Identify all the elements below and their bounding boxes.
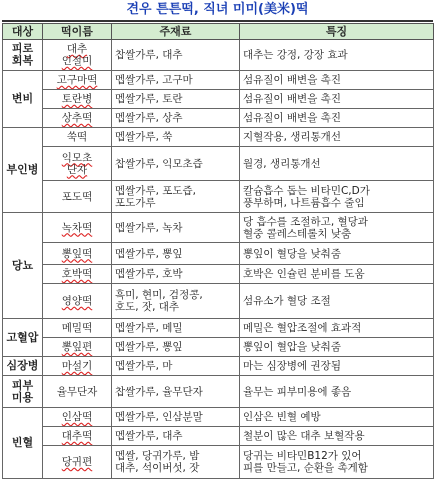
header-target: 대상 — [3, 24, 43, 40]
cake-name: 고구마떡 — [43, 71, 112, 90]
table-row — [3, 181, 434, 213]
feature: 섬유질이 배변을 촉진 — [240, 71, 434, 90]
main-ingredient: 멥쌀가루, 메밀 — [112, 319, 240, 338]
main-ingredient: 멥쌀가루, 인삼분말 — [112, 408, 240, 427]
feature: 당 흡수를 조절하고, 혈당과 혈중 콜레스테롤치 낮춤 — [240, 213, 434, 243]
feature: 월경, 생리통개선 — [240, 147, 434, 181]
cake-name: 당귀편 — [43, 446, 112, 479]
main-ingredient: 찹쌀가루, 익모초즙 — [112, 147, 240, 181]
feature: 칼슘흡수 돕는 비타민C,D가 풍부하며, 나트륨흡수 줄임 — [240, 181, 434, 213]
cake-name: 메밀떡 — [43, 319, 112, 338]
cake-name: 마설기 — [43, 357, 112, 376]
table-row — [3, 109, 434, 128]
main-ingredient: 멥쌀가루, 상추 — [112, 109, 240, 128]
main-ingredient: 멥쌀가루, 대추 — [112, 427, 240, 446]
feature: 율무는 피부미용에 좋음 — [240, 376, 434, 408]
category-anemia: 빈혈 — [3, 408, 43, 479]
table-row — [3, 357, 434, 376]
main-ingredient: 흑미, 현미, 검정콩, 호도, 잣, 대추 — [112, 284, 240, 319]
category-constipation: 변비 — [3, 71, 43, 128]
category-womens-disease: 부인병 — [3, 128, 43, 213]
main-ingredient: 멥쌀, 당귀가루, 밤 대추, 석이버섯, 잣 — [112, 446, 240, 479]
main-ingredient: 찹쌀가루, 대추 — [112, 40, 240, 71]
cake-name: 상추떡 — [43, 109, 112, 128]
cake-name: 대추 인절미 — [43, 40, 112, 71]
cake-name: 토란병 — [43, 90, 112, 109]
table-header-row — [3, 24, 434, 40]
main-ingredient: 멥쌀가루, 뽕잎 — [112, 243, 240, 265]
header-main-ingredient: 주재료 — [112, 24, 240, 40]
table-row — [3, 128, 434, 147]
category-diabetes: 당뇨 — [3, 213, 43, 319]
cake-name: 대추떡 — [43, 427, 112, 446]
table-row — [3, 408, 434, 427]
table-row — [3, 243, 434, 265]
header-feature: 특징 — [240, 24, 434, 40]
table-row — [3, 284, 434, 319]
cake-name: 익모초 단자 — [43, 147, 112, 181]
table-row — [3, 427, 434, 446]
main-ingredient: 멥쌀가루, 쑥 — [112, 128, 240, 147]
table-row — [3, 90, 434, 109]
table-row — [3, 265, 434, 284]
main-ingredient: 멥쌀가루, 토란 — [112, 90, 240, 109]
cake-name: 포도떡 — [43, 181, 112, 213]
table-row — [3, 71, 434, 90]
main-ingredient: 멥쌀가루, 뽕잎 — [112, 338, 240, 357]
category-hypertension: 고혈압 — [3, 319, 43, 357]
feature: 마는 심장병에 권장됨 — [240, 357, 434, 376]
main-ingredient: 멥쌀가루, 호박 — [112, 265, 240, 284]
table-row — [3, 319, 434, 338]
table-row — [3, 147, 434, 181]
main-ingredient: 멥쌀가루, 녹차 — [112, 213, 240, 243]
category-heart-disease: 심장병 — [3, 357, 43, 376]
main-ingredient: 찹쌀가루, 율무단자 — [112, 376, 240, 408]
feature: 뽕잎이 혈압을 낮춰줌 — [240, 338, 434, 357]
category-skin-beauty: 피부 미용 — [3, 376, 43, 408]
rice-cake-table — [2, 23, 434, 479]
feature: 대추는 강정, 강장 효과 — [240, 40, 434, 71]
feature: 메밀은 혈압조절에 효과적 — [240, 319, 434, 338]
feature: 섬유질이 배변을 촉진 — [240, 109, 434, 128]
feature: 섬유소가 혈당 조절 — [240, 284, 434, 319]
cake-name: 율무단자 — [43, 376, 112, 408]
cake-name: 뽕잎편 — [43, 338, 112, 357]
table-row — [3, 338, 434, 357]
feature: 인삼은 빈혈 예방 — [240, 408, 434, 427]
cake-name: 호박떡 — [43, 265, 112, 284]
cake-name: 녹차떡 — [43, 213, 112, 243]
cake-name: 뽕잎떡 — [43, 243, 112, 265]
feature: 철분이 많은 대추 보혈작용 — [240, 427, 434, 446]
feature: 당귀는 비타민B12가 있어 피를 만들고, 순환을 촉게함 — [240, 446, 434, 479]
feature: 뽕잎이 혈당을 낮춰줌 — [240, 243, 434, 265]
feature: 섬유질이 배변을 촉진 — [240, 90, 434, 109]
main-ingredient: 멥쌀가루, 포도즙, 포도가루 — [112, 181, 240, 213]
table-row — [3, 213, 434, 243]
cake-name: 인삼떡 — [43, 408, 112, 427]
main-ingredient: 멥쌀가루, 고구마 — [112, 71, 240, 90]
table-row — [3, 40, 434, 71]
page-title: 견우 튼튼떡, 직녀 미미(美米)떡 — [126, 2, 309, 17]
header-cake-name: 떡이름 — [43, 24, 112, 40]
title-divider — [2, 20, 433, 22]
cake-name: 쑥떡 — [43, 128, 112, 147]
cake-name: 영양떡 — [43, 284, 112, 319]
main-ingredient: 멥쌀가루, 마 — [112, 357, 240, 376]
category-fatigue-recovery: 피로 회복 — [3, 40, 43, 71]
feature: 호박은 인슐린 분비를 도움 — [240, 265, 434, 284]
table-row — [3, 446, 434, 479]
table-row — [3, 376, 434, 408]
feature: 지혈작용, 생리통개선 — [240, 128, 434, 147]
